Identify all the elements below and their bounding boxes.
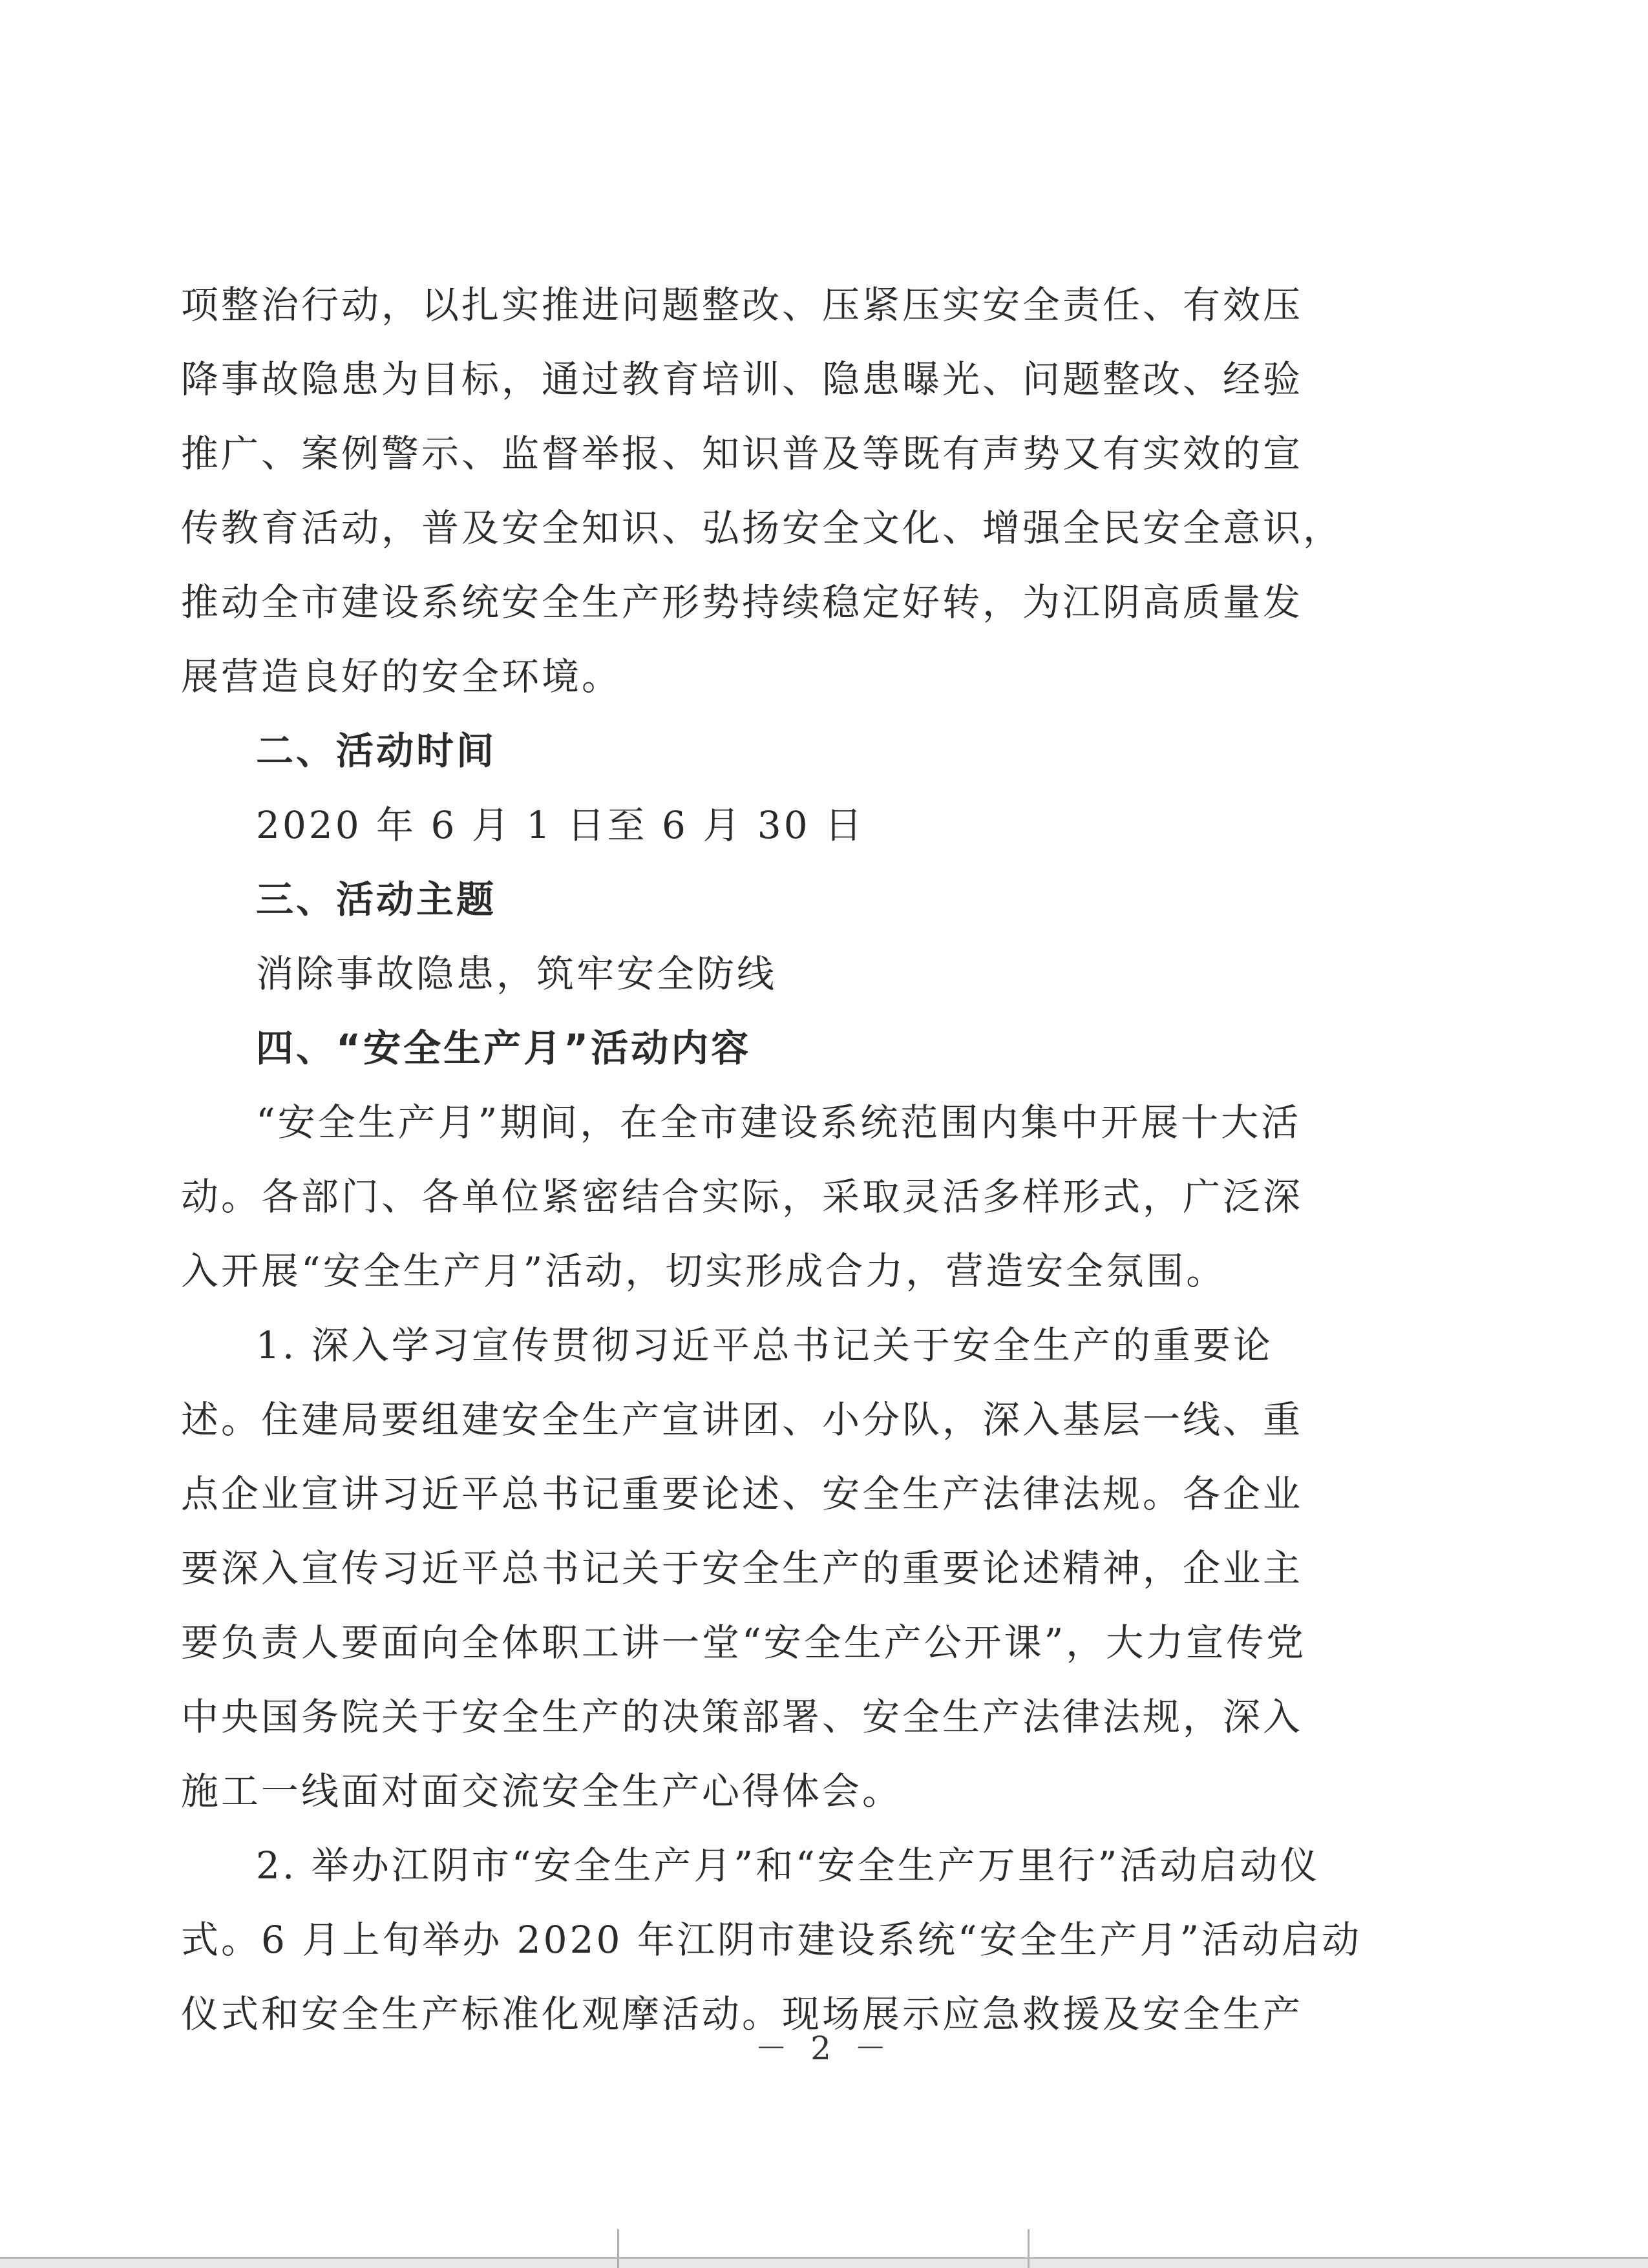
paragraph-line: 展营造良好的安全环境。 [181, 655, 622, 698]
paragraph-line: 施工一线面对面交流安全生产心得体会。 [181, 1769, 903, 1813]
paragraph-line: 述。住建局要组建安全生产宣讲团、小分队，深入基层一线、重 [181, 1398, 1304, 1442]
paragraph-line: 传教育活动，普及安全知识、弘扬安全文化、增强全民安全意识， [181, 506, 1344, 550]
section-heading-content: 四、“安全生产月”活动内容 [256, 1026, 752, 1070]
scan-mark [617, 2229, 619, 2268]
paragraph-line: 要深入宣传习近平总书记关于安全生产的重要论述精神，企业主 [181, 1546, 1304, 1590]
paragraph-line: “安全生产月”期间，在全市建设系统范围内集中开展十大活 [256, 1100, 1302, 1144]
section-heading-theme: 三、活动主题 [256, 877, 497, 921]
scan-mark [1028, 2229, 1030, 2268]
item-1-line: 1. 深入学习宣传贯彻习近平总书记关于安全生产的重要论 [256, 1323, 1273, 1367]
paragraph-line: 推广、案例警示、监督举报、知识普及等既有声势又有实效的宣 [181, 432, 1304, 476]
paragraph-line: 推动全市建设系统安全生产形势持续稳定好转，为江阴高质量发 [181, 580, 1304, 624]
paragraph-line: 中央国务院关于安全生产的决策部署、安全生产法律法规，深入 [181, 1695, 1304, 1739]
activity-theme: 消除事故隐患，筑牢安全防线 [256, 952, 777, 996]
paragraph-line: 入开展“安全生产月”活动，切实形成合力，营造安全氛围。 [181, 1249, 1227, 1293]
paragraph-line: 项整治行动，以扎实推进问题整改、压紧压实安全责任、有效压 [181, 283, 1304, 327]
scan-border [0, 2257, 1648, 2268]
item-2-line: 2. 举办江阴市“安全生产月”和“安全生产万里行”活动启动仪 [256, 1843, 1320, 1887]
section-heading-time: 二、活动时间 [256, 729, 497, 773]
paragraph-line: 仪式和安全生产标准化观摩活动。现场展示应急救援及安全生产 [181, 1992, 1304, 2036]
document-body [181, 268, 1362, 2052]
paragraph-line: 式。6 月上旬举办 2020 年江阴市建设系统“安全生产月”活动启动 [181, 1918, 1362, 1962]
paragraph-line: 要负责人要面向全体职工讲一堂“安全生产公开课”，大力宣传党 [181, 1621, 1307, 1664]
page-number: － 2 － [755, 2030, 893, 2067]
paragraph-line: 降事故隐患为目标，通过教育培训、隐患曝光、问题整改、经验 [181, 357, 1304, 401]
paragraph-line: 动。各部门、各单位紧密结合实际，采取灵活多样形式，广泛深 [181, 1175, 1304, 1219]
activity-date: 2020 年 6 月 1 日至 6 月 30 日 [256, 803, 865, 847]
paragraph-line: 点企业宣讲习近平总书记重要论述、安全生产法律法规。各企业 [181, 1472, 1304, 1516]
